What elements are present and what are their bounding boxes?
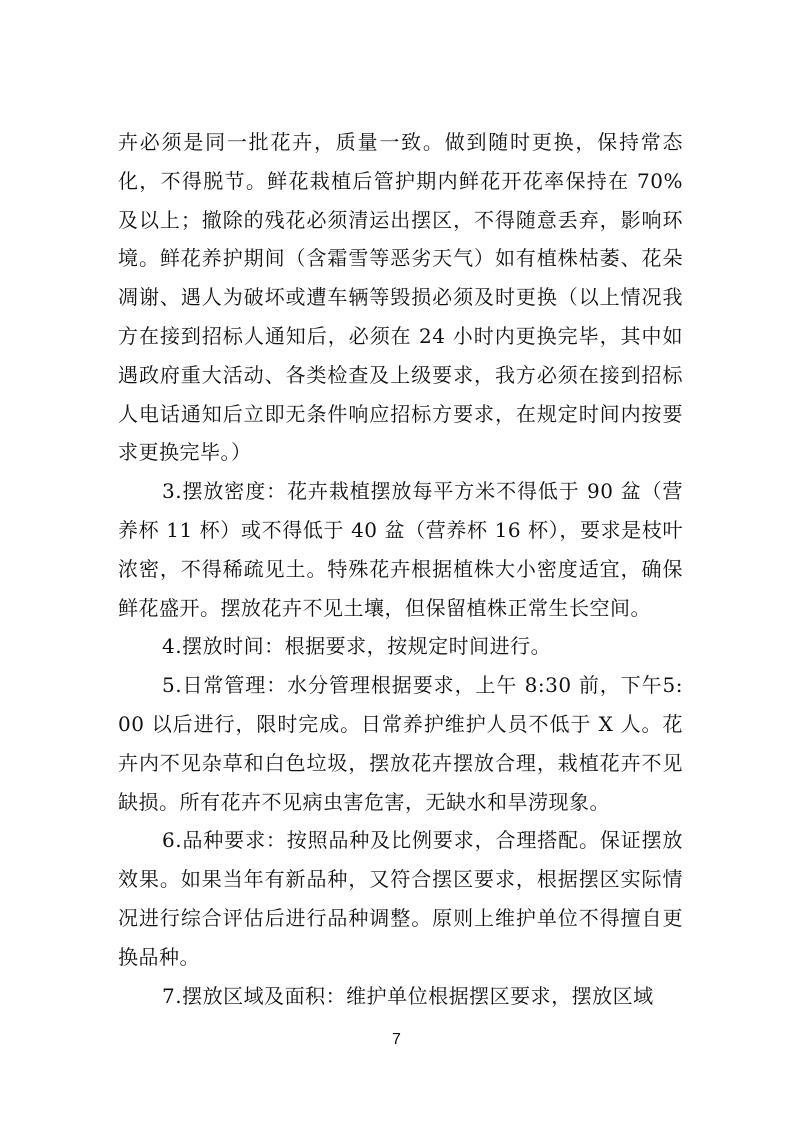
paragraph-placement-time: 4.摆放时间：根据要求，按规定时间进行。 xyxy=(162,634,552,659)
paragraph-placement-area: 7.摆放区域及面积：维护单位根据摆区要求，摆放区域 xyxy=(162,983,654,1008)
body-text xyxy=(118,123,683,1015)
paragraph-placement-density: 3.摆放密度：花卉栽植摆放每平方米不得低于 90 盆（营养杯 11 杯）或不得低于 40 盆（营养杯 16 杯），要求是枝叶浓密，不得稀疏见土。特殊花卉根据植株大小密度适宜，确保鲜花盛开。摆放花卉不见土壤，但保留植株正常生长空间。 xyxy=(118,479,683,620)
paragraph-daily-management: 5.日常管理：水分管理根据要求，上午 8:30 前，下午5:00 以后进行，限时完成。日常养护维护人员不低于 X 人。花卉内不见杂草和白色垃圾，摆放花卉摆放合理，栽植花卉不见缺损。所有花卉不见病虫害危害，无缺水和旱涝现象。 xyxy=(118,673,683,814)
paragraph-continuation: 卉必须是同一批花卉，质量一致。做到随时更换，保持常态化，不得脱节。鲜花栽植后管护期内鲜花开花率保持在 70%及以上；撤除的残花必须清运出摆区，不得随意丢弃，影响环境。鲜花养护期间（含霜雪等恶劣天气）如有植株枯萎、花朵凋谢、遇人为破坏或遭车辆等毁损必须及时更换（以上情况我方在接到招标人通知后，必须在 24 小时内更换完毕，其中如遇政府重大活动、各类检查及上级要求，我方必须在接到招标人电话通知后立即无条件响应招标方要求，在规定时间内按要求更换完毕。） xyxy=(118,130,683,465)
paragraph-variety-requirements: 6.品种要求：按照品种及比例要求，合理搭配。保证摆放效果。如果当年有新品种，又符合摆区要求，根据摆区实际情况进行综合评估后进行品种调整。原则上维护单位不得擅自更换品种。 xyxy=(118,828,683,969)
page-number: 7 xyxy=(392,1031,401,1048)
